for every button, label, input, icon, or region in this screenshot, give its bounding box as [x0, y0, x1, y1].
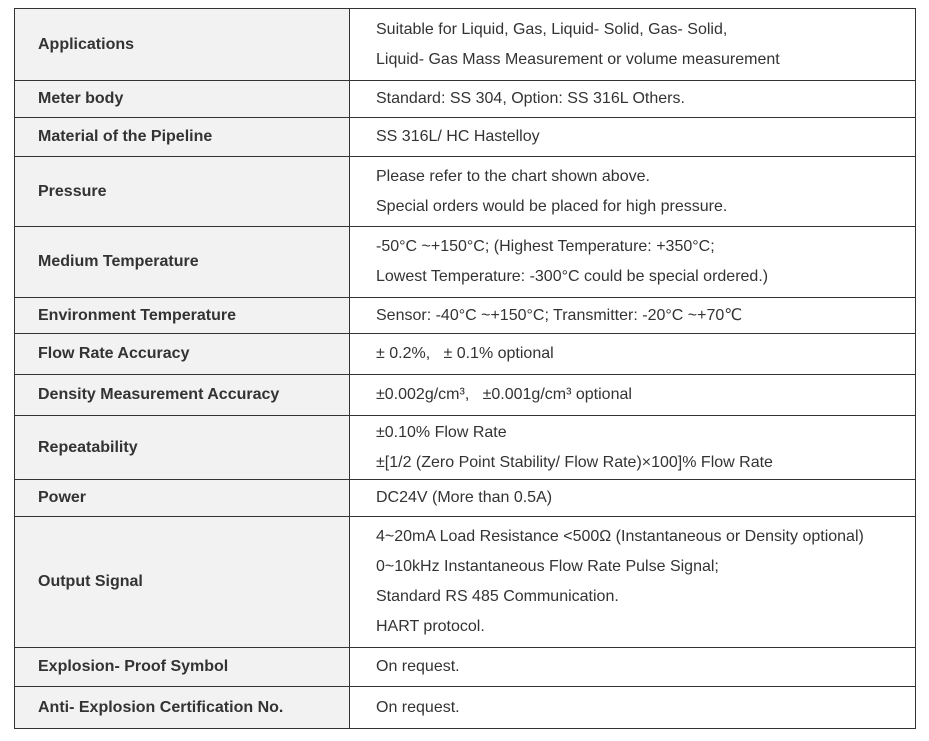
spec-row-explosion-proof-symbol: [15, 648, 916, 687]
spec-value: [350, 81, 916, 118]
spec-value: [350, 334, 916, 375]
spec-row-power: [15, 480, 916, 517]
spec-value-line: 4~20mA Load Resistance <500Ω (Instantaneous or Density optional): [376, 528, 864, 545]
spec-value: [350, 298, 916, 334]
spec-value: [350, 416, 916, 480]
spec-value-line: SS 316L/ HC Hastelloy: [376, 128, 540, 145]
spec-value-line: Lowest Temperature: -300°C could be special ordered.): [376, 268, 769, 285]
spec-row-environment-temperature: [15, 298, 916, 334]
spec-label: Environment Temperature: [15, 298, 350, 334]
spec-label: Material of the Pipeline: [15, 118, 350, 157]
spec-label: Meter body: [15, 81, 350, 118]
spec-label: Repeatability: [15, 416, 350, 480]
spec-value-line: On request.: [376, 658, 460, 675]
spec-value: [350, 517, 916, 648]
spec-row-repeatability: [15, 416, 916, 480]
spec-value-line: Sensor: -40°C ~+150°C; Transmitter: -20°C ~+70℃: [376, 306, 743, 324]
spec-label: Density Measurement Accuracy: [15, 375, 350, 416]
spec-value-line: ±[1/2 (Zero Point Stability/ Flow Rate)×100]% Flow Rate: [376, 453, 773, 471]
spec-value: [350, 227, 916, 298]
spec-value: [350, 118, 916, 157]
spec-value-line: ± 0.2%, ± 0.1% optional: [376, 345, 554, 362]
spec-value: [350, 687, 916, 729]
spec-value-line: Standard RS 485 Communication.: [376, 588, 619, 605]
spec-row-pressure: [15, 157, 916, 227]
spec-row-applications: [15, 9, 916, 81]
spec-value: [350, 648, 916, 687]
specification-table: [14, 8, 916, 729]
spec-label: Medium Temperature: [15, 227, 350, 298]
spec-row-flow-rate-accuracy: [15, 334, 916, 375]
spec-row-meter-body: [15, 81, 916, 118]
spec-row-pipeline-material: [15, 118, 916, 157]
spec-label: Pressure: [15, 157, 350, 227]
spec-row-density-accuracy: [15, 375, 916, 416]
spec-row-medium-temperature: [15, 227, 916, 298]
spec-value-line: On request.: [376, 698, 460, 716]
spec-value-line: Suitable for Liquid, Gas, Liquid- Solid, Gas- Solid,: [376, 20, 728, 38]
spec-value-line: HART protocol.: [376, 618, 485, 635]
spec-value: [350, 480, 916, 517]
spec-value-line: Special orders would be placed for high pressure.: [376, 197, 728, 215]
spec-label: Applications: [15, 9, 350, 81]
spec-row-anti-explosion-certification: [15, 687, 916, 729]
spec-label: Flow Rate Accuracy: [15, 334, 350, 375]
spec-value-line: DC24V (More than 0.5A): [376, 489, 553, 506]
spec-row-output-signal: [15, 517, 916, 648]
spec-value-line: ±0.10% Flow Rate: [376, 423, 507, 441]
spec-value: [350, 157, 916, 227]
spec-label: Power: [15, 480, 350, 517]
spec-value: [350, 375, 916, 416]
spec-value-line: -50°C ~+150°C; (Highest Temperature: +350°C;: [376, 238, 715, 255]
spec-value-line: Standard: SS 304, Option: SS 316L Others.: [376, 90, 685, 107]
spec-value-line: Liquid- Gas Mass Measurement or volume measurement: [376, 50, 780, 68]
spec-label: Anti- Explosion Certification No.: [15, 687, 350, 729]
spec-label: Explosion- Proof Symbol: [15, 648, 350, 687]
spec-value-line: ±0.002g/cm³, ±0.001g/cm³ optional: [376, 386, 632, 403]
spec-value: [350, 9, 916, 81]
spec-value-line: 0~10kHz Instantaneous Flow Rate Pulse Signal;: [376, 558, 719, 575]
spec-value-line: Please refer to the chart shown above.: [376, 167, 650, 185]
spec-label: Output Signal: [15, 517, 350, 648]
